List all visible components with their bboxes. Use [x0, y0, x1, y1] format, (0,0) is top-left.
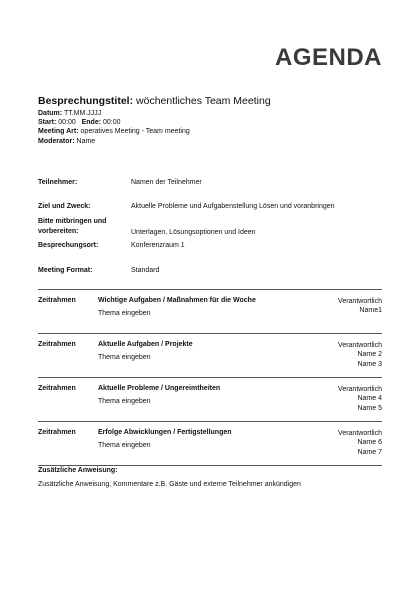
end-value: 00:00 — [103, 119, 121, 127]
start-value: 00:00 — [58, 119, 76, 127]
responsible-column — [338, 385, 382, 413]
info-label-line2: vorbereiten: — [38, 228, 79, 235]
info-value: Standard — [131, 267, 160, 274]
date-label: Datum: — [38, 110, 63, 117]
meeting-title-label: Besprechungstitel: — [38, 95, 134, 107]
meeting-type-value: operatives Meeting - Team meeting — [80, 128, 190, 136]
responsible-name: Name 6 — [357, 439, 382, 447]
info-value: Konferenzraum 1 — [131, 242, 185, 249]
end-label: Ende: — [81, 119, 102, 127]
agenda-item-title: Aktuelle Probleme / Ungereimtheiten — [98, 385, 221, 392]
start-label: Start: — [38, 119, 57, 127]
meeting-type-line — [38, 127, 382, 136]
agenda-item-topic: Thema eingeben — [98, 398, 151, 405]
time-frame-label: Zeitrahmen — [38, 341, 76, 348]
responsible-name: Name 4 — [357, 395, 382, 403]
agenda-item-title: Wichtige Aufgaben / Maßnahmen für die Woche — [98, 297, 256, 304]
meeting-details — [38, 109, 382, 146]
agenda-item — [38, 378, 382, 421]
meeting-title-value: wöchentliches Team Meeting — [136, 95, 271, 107]
responsible-column — [338, 341, 382, 369]
agenda-item-topic: Thema eingeben — [98, 354, 151, 361]
agenda-item — [38, 334, 382, 377]
responsible-name: Name 3 — [357, 360, 382, 368]
responsible-label: Verantwortlich — [338, 386, 382, 393]
agenda-item-title: Erfolge Abwicklungen / Fertigstellungen — [98, 429, 232, 436]
responsible-name: Name 2 — [357, 351, 382, 359]
info-label: Meeting Format: — [38, 267, 93, 274]
moderator-label: Moderator: — [38, 137, 75, 145]
responsible-column — [338, 429, 382, 457]
info-label: Teilnehmer: — [38, 179, 78, 186]
responsible-name: Name 5 — [357, 404, 382, 412]
info-label — [38, 217, 106, 237]
moderator-value: Name — [76, 137, 96, 145]
responsible-label: Verantwortlich — [338, 430, 382, 437]
info-label-line1: Bitte mitbringen und — [38, 218, 107, 225]
responsible-column — [338, 297, 382, 316]
additional-instructions-text: Zusätzliche Anweisung, Kommentare z.B. Gäste und externe Teilnehmer ankündigen — [38, 481, 301, 488]
date-value: TT.MM.JJJJ — [63, 110, 102, 117]
meeting-type-label: Meeting Art: — [38, 128, 79, 136]
responsible-label: Verantwortlich — [338, 298, 382, 305]
meeting-header — [38, 94, 382, 146]
document-title: AGENDA — [274, 44, 382, 71]
info-label: Ziel und Zweck: — [38, 203, 91, 210]
agenda-item — [38, 290, 382, 333]
time-frame-label: Zeitrahmen — [38, 385, 76, 392]
info-value: Aktuelle Probleme und Aufgabenstellung Lösen und voranbringen — [131, 203, 335, 210]
time-frame-label: Zeitrahmen — [38, 429, 76, 436]
agenda-item-title: Aktuelle Aufgaben / Projekte — [98, 341, 193, 348]
meeting-title-line — [38, 94, 382, 108]
additional-instructions — [38, 466, 382, 490]
time-frame-label: Zeitrahmen — [38, 297, 76, 304]
info-label: Besprechungsort: — [38, 242, 99, 249]
responsible-name: Name 7 — [357, 448, 382, 456]
responsible-label: Verantwortlich — [338, 342, 382, 349]
date-line — [38, 109, 382, 118]
info-value: Namen der Teilnehmer — [131, 179, 202, 186]
additional-instructions-label: Zusätzliche Anweisung: — [38, 467, 118, 474]
info-value: Unterlagen, Lösungsoptionen und Ideen — [131, 229, 256, 236]
agenda-item-topic: Thema eingeben — [98, 310, 151, 317]
moderator-line — [38, 137, 382, 146]
agenda-item — [38, 422, 382, 465]
responsible-name: Name1 — [359, 307, 382, 315]
agenda-items — [38, 289, 382, 466]
time-line — [38, 118, 382, 127]
agenda-item-topic: Thema eingeben — [98, 442, 151, 449]
